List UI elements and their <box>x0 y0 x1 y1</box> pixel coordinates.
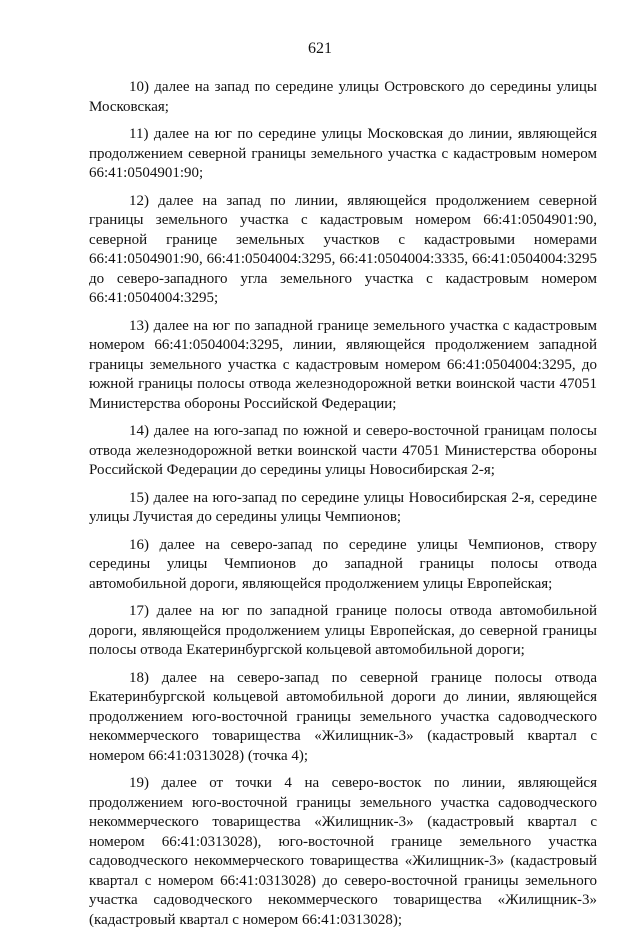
paragraph-10: 10) далее на запад по середине улицы Островского до середины улицы Московская; <box>89 79 597 115</box>
paragraph-19: 19) далее от точки 4 на северо-восток по линии, являющейся продолжением юго-восточной границы земельного участка садоводческого некоммерческого товарищества «Жилищник-3» (кадастровый квартал с номером 66:41:0313028), юго-восточной границе земельного участка садоводческого некоммерческого товарищества «Жилищник-3» (кадастровый квартал с номером 66:41:0313028) до северо-восточной границы земельного участка садоводческого некоммерческого товарищества «Жилищник-3» (кадастровый квартал с номером 66:41:0313028); <box>89 775 597 928</box>
paragraph-13: 13) далее на юг по западной границе земельного участка с кадастровым номером 66:41:0504004:3295, линии, являющейся продолжением западной границы земельного участка с кадастровым номером 66:41:0504004:3295, до южной границы полосы отвода железнодорожной ветки воинской части 47051 Министерства обороны Российской Федерации; <box>89 317 597 412</box>
paragraph-17: 17) далее на юг по западной границе полосы отвода автомобильной дороги, являющейся продолжением улицы Европейская, до северной границы полосы отвода Екатеринбургской кольцевой автомобильной дороги; <box>89 603 597 658</box>
paragraph-16: 16) далее на северо-запад по середине улицы Чемпионов, створу середины улицы Чемпионов до западной границы полосы отвода автомобильной дороги, являющейся продолжением улицы Европейская; <box>89 536 597 592</box>
paragraph-12: 12) далее на запад по линии, являющейся продолжением северной границы земельного участка с кадастровым номером 66:41:0504901:90, северной границе земельных участков с кадастровыми номерами 66:41:0504901:90, 66:41:0504004:3295, 66:41:0504004:3335, 66:41:0504004:3295 до северо-западного угла земельного участка с кадастровым номером 66:41:0504004:3295; <box>89 192 597 306</box>
paragraph-15: 15) далее на юго-запад по середине улицы Новосибирская 2-я, середине улицы Лучистая до середины улицы Чемпионов; <box>89 489 597 525</box>
paragraph-14: 14) далее на юго-запад по южной и северо-восточной границам полосы отвода железнодорожной ветки воинской части 47051 Министерства обороны Российской Федерации до середины улицы Новосибирская 2-я; <box>89 423 597 478</box>
document-body <box>89 78 597 938</box>
paragraph-18: 18) далее на северо-запад по северной границе полосы отвода Екатеринбургской кольцевой автомобильной дороги до линии, являющейся продолжением юго-восточной границы земельного участка садоводческого некоммерческого товарищества «Жилищник-3» (кадастровый квартал с номером 66:41:0313028) (точка 4); <box>89 669 597 764</box>
page-number: 621 <box>308 40 332 57</box>
paragraph-11: 11) далее на юг по середине улицы Московская до линии, являющейся продолжением северной границы земельного участка с кадастровым номером 66:41:0504901:90; <box>89 126 597 181</box>
